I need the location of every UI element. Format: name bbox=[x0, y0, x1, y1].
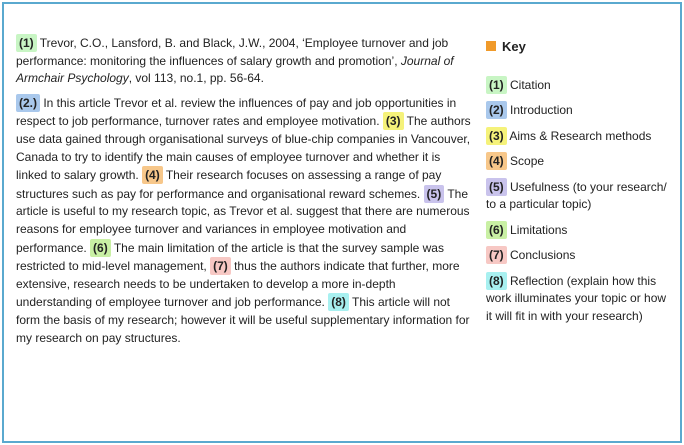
marker-5: (5) bbox=[424, 185, 445, 203]
key-label: Conclusions bbox=[510, 248, 576, 262]
key-item-usefulness bbox=[486, 178, 674, 214]
key-marker: (6) bbox=[486, 221, 507, 239]
annotation-text bbox=[16, 34, 471, 353]
key-marker: (8) bbox=[486, 272, 507, 290]
marker-3: (3) bbox=[383, 112, 404, 130]
marker-1: (1) bbox=[16, 34, 37, 52]
key-label: Limitations bbox=[510, 222, 568, 237]
citation-text: Trevor, C.O., Lansford, B. and Black, J.W., 2004, ‘Employee turnover and job performance: monitoring the influences of salary growth and promotion’, bbox=[16, 36, 449, 68]
key-label: Introduction bbox=[510, 103, 573, 117]
key-item-scope bbox=[486, 152, 674, 171]
introduction-text: In this article Trevor et al. review the influences of pay and job opportunities in respect to job performance, turnover rates and employee motivation. bbox=[16, 95, 457, 129]
marker-8: (8) bbox=[328, 293, 349, 311]
key-marker: (3) bbox=[486, 127, 507, 145]
key-item-citation bbox=[486, 76, 674, 95]
key-marker: (1) bbox=[486, 76, 507, 94]
key-square-icon bbox=[486, 41, 496, 51]
usefulness-text: The article is useful to my research topic, as Trevor et al. suggest that there are numerous reasons for employee turnover and variances in employee motivation and performance. bbox=[16, 186, 470, 255]
key-item-limitations bbox=[486, 221, 674, 240]
key-label: Scope bbox=[510, 154, 545, 168]
scope-text: Their research focuses on assessing a range of pay structures such as pay for performance and organisational reward schemes. bbox=[16, 168, 442, 201]
journal-title: Journal of Armchair Psychology bbox=[16, 53, 454, 86]
marker-6: (6) bbox=[90, 239, 111, 257]
marker-2: (2.) bbox=[16, 94, 40, 112]
annotated-bibliography-panel bbox=[2, 2, 682, 443]
marker-7: (7) bbox=[210, 257, 231, 275]
key-item-conclusions bbox=[486, 246, 674, 265]
limitations-text: The main limitation of the article is that the survey sample was restricted to mid-level management, bbox=[16, 240, 444, 274]
citation-volume: , vol 113, no.1, pp. 56-64. bbox=[128, 71, 264, 86]
key-marker: (7) bbox=[486, 246, 507, 264]
annotation-paragraph bbox=[16, 94, 471, 347]
key-label: Citation bbox=[510, 77, 551, 92]
reflection-text: This article will not form the basis of my research; however it will be useful supplementary information for my research on pay structures. bbox=[16, 295, 470, 345]
citation-paragraph bbox=[16, 34, 471, 88]
key-item-aims bbox=[486, 127, 674, 146]
key-legend bbox=[486, 38, 674, 332]
key-marker: (2) bbox=[486, 101, 507, 119]
key-marker: (5) bbox=[486, 178, 507, 196]
key-label: Usefulness (to your research/ to a particular topic) bbox=[486, 179, 667, 211]
key-label: Reflection (explain how this work illuminates your topic or how it will fit in with your research) bbox=[486, 273, 667, 323]
key-heading bbox=[486, 38, 674, 56]
key-marker: (4) bbox=[486, 152, 507, 170]
conclusions-text: thus the authors indicate that further, more extensive, research needs to be undertaken to develop a more in-depth understanding of employee turnover and job performance. bbox=[16, 259, 460, 310]
key-item-reflection bbox=[486, 272, 674, 326]
key-item-introduction bbox=[486, 101, 674, 120]
marker-4: (4) bbox=[142, 166, 163, 184]
aims-text: The authors use data gained through organisational surveys of blue-chip companies in Vancouver, Canada to try to identify the main causes of employee turnover and whether it is linked to salary growth. bbox=[16, 114, 471, 183]
key-label: Aims & Research methods bbox=[509, 128, 652, 143]
key-title: Key bbox=[502, 39, 526, 54]
